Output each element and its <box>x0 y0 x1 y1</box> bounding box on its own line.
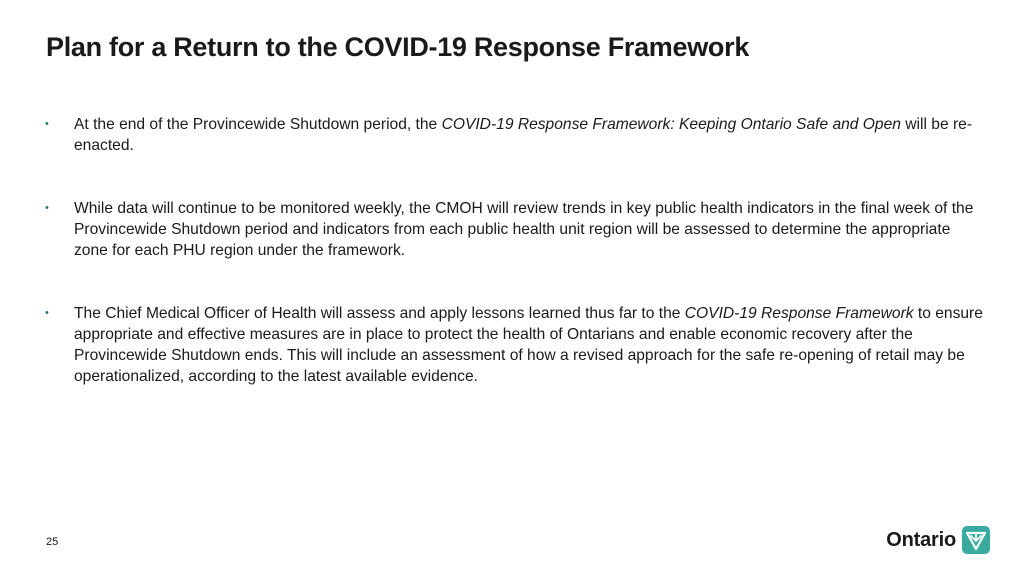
trillium-icon <box>962 526 990 554</box>
bullet-dot-icon: • <box>45 307 49 319</box>
bullet-list <box>44 114 984 387</box>
page-number: 25 <box>46 536 59 548</box>
bullet-dot-icon: • <box>45 202 49 214</box>
bullet-text-italic-segment: COVID-19 Response Framework: Keeping Ontario Safe and Open <box>441 116 901 133</box>
ontario-logo <box>886 526 990 554</box>
bullet-text-segment: will be re-enacted. <box>74 116 973 154</box>
logo-wordmark: Ontario <box>886 528 956 551</box>
bullet-item-2 <box>44 198 984 261</box>
slide-title: Plan for a Return to the COVID-19 Response Framework <box>46 32 750 62</box>
bullet-text-segment: While data will continue to be monitored weekly, the CMOH will review trends in key public health indicators in the final week of the Provincewide Shutdown period and indicators from each public health unit region will be assessed to determine the appropriate zone for each PHU region under the framework. <box>74 200 974 259</box>
bullet-dot-icon: • <box>45 118 49 130</box>
bullet-text-segment: to ensure appropriate and effective measures are in place to protect the health of Ontarians and enable economic recovery after the Provincewide Shutdown ends. This will include an assessment of how a revised approach for the safe re-opening of retail may be operationalized, according to the latest available evidence. <box>74 305 983 385</box>
bullet-text-segment: At the end of the Provincewide Shutdown period, the <box>74 116 442 133</box>
bullet-item-1 <box>44 114 984 156</box>
bullet-text-italic-segment: COVID-19 Response Framework <box>684 305 914 322</box>
bullet-text-segment: The Chief Medical Officer of Health will assess and apply lessons learned thus far to the <box>74 305 685 322</box>
bullet-item-3 <box>44 303 984 387</box>
